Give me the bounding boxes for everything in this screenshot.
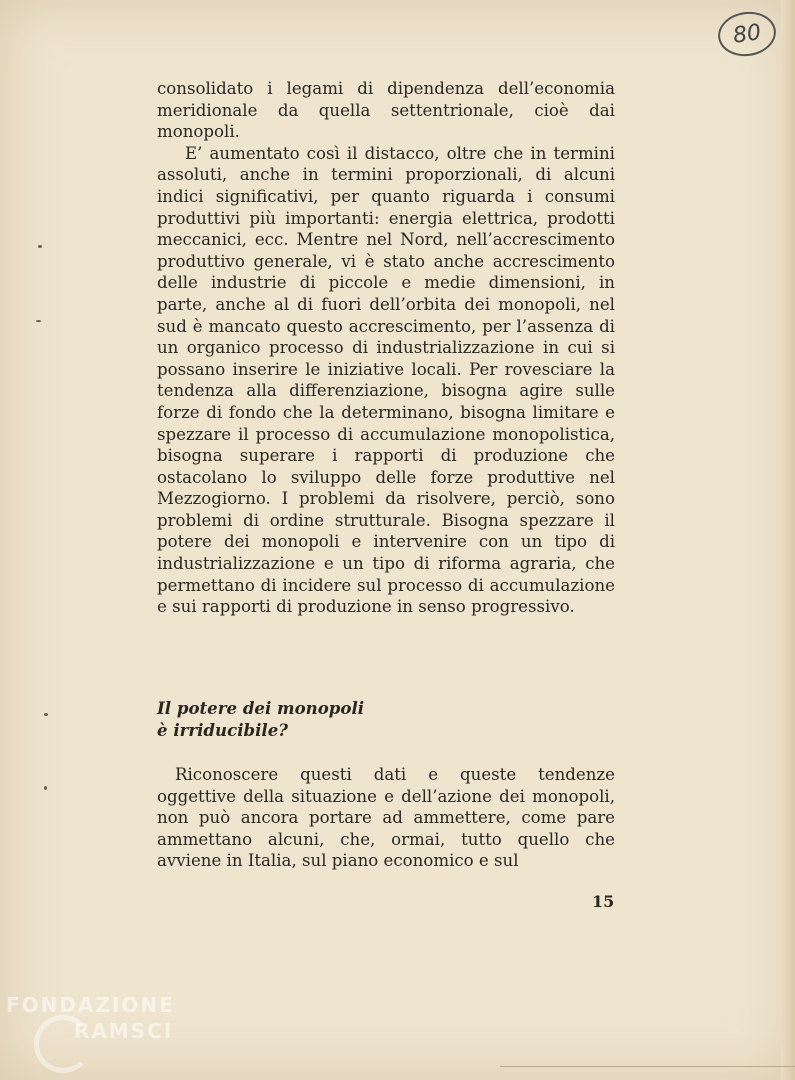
archive-page-mark-text: 80: [731, 19, 763, 49]
paragraph-main: E’ aumentato così il distacco, oltre che in termini assoluti, anche in termini proporzionali, di alcuni indici significativi, per quanto riguarda i consumi produttivi più importanti: energia elettrica, prodotti meccanici, ecc. Mentre nel Nord, nell’accrescimento produttivo generale, vi è stato anche accrescimento delle industrie di piccole e medie dimensioni, in parte, anche al di fuori dell’orbita dei monopoli, nel sud è mancato questo accrescimento, per l’assenza di un organico processo di industrializzazione in cui si possano inserire le iniziative locali. Per rovesciare la tendenza alla differenziazione, bisogna agire sulle forze di fondo che la determinano, bisogna limitare e spezzare il processo di accumulazione monopolistica, bisogna superare i rapporti di produzione che ostacolano lo sviluppo delle forze produttive nel Mezzogiorno. I problemi da risolvere, perciò, sono problemi di ordine strutturale. Bisogna spezzare il potere dei monopoli e intervenire con un tipo di industrializzazione e un tipo di riforma agraria, che permettano di incidere sul processo di accumulazione e sui rapporti di produzione in senso progressivo.: [157, 143, 615, 617]
paper-speck: [44, 786, 47, 790]
archive-page-mark: [715, 8, 779, 60]
page-number: 15: [592, 892, 615, 911]
body-text-top: [157, 78, 615, 618]
page-edge: [781, 0, 795, 1080]
page-bottom-edge: [500, 1066, 795, 1075]
paragraph-continuation: consolidato i legami di dipendenza dell’economia meridionale da quella settentrionale, cioè dai monopoli.: [157, 79, 615, 142]
paper-speck: [38, 245, 42, 248]
section-heading: [157, 697, 457, 741]
body-text-bottom: Riconoscere questi dati e queste tendenze oggettive della situazione e dell’azione dei monopoli, non può ancora portare ad ammettere, come pare ammettano alcuni, che, ormai, tutto quello che avviene in Italia, sul piano economico e sul: [157, 765, 615, 871]
section-heading-line-2: è irriducibile?: [157, 720, 288, 740]
watermark-text-top: FONDAZIONE: [6, 993, 175, 1017]
paper-speck: [44, 713, 48, 716]
fondazione-gramsci-watermark: [4, 993, 204, 1073]
watermark-text-bottom: RAMSCI: [74, 1019, 174, 1043]
paper-speck: [36, 320, 41, 322]
section-heading-line-1: Il potere dei monopoli: [157, 698, 365, 718]
